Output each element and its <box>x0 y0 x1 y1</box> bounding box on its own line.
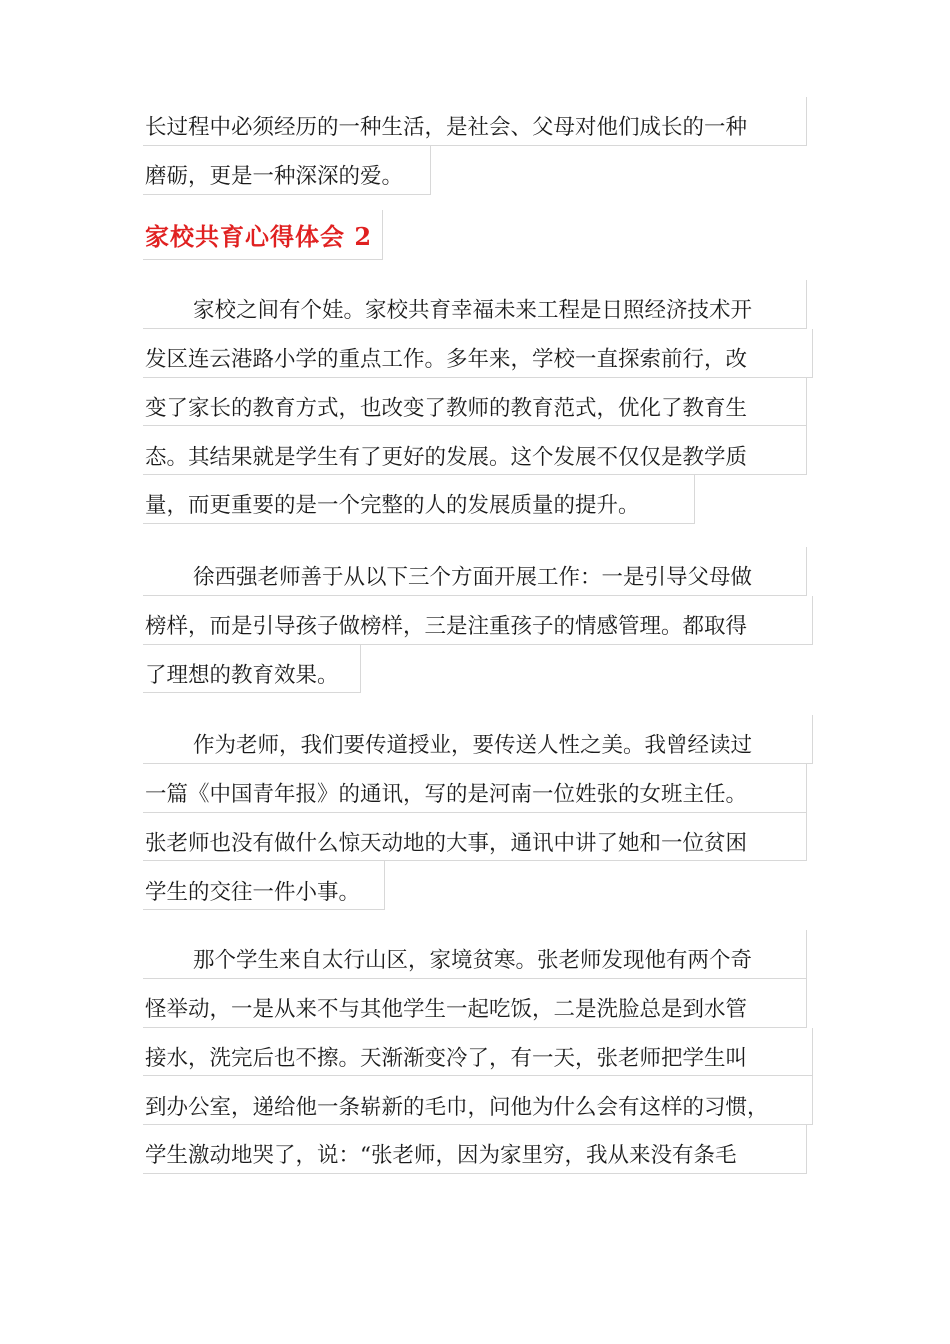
text-line-content: 了理想的教育效果。 <box>145 662 339 688</box>
text-line <box>143 1076 813 1125</box>
text-line-content: 到办公室，递给他一条崭新的毛巾，问他为什么会有这样的习惯， <box>145 1094 769 1120</box>
text-line <box>143 329 813 378</box>
text-line <box>143 645 361 694</box>
text-line-content: 磨砺，更是一种深深的爱。 <box>145 164 404 190</box>
text-line <box>143 1028 813 1077</box>
text-line <box>143 280 807 329</box>
body-paragraph <box>143 547 813 693</box>
intro-paragraph <box>143 97 807 195</box>
body-paragraph <box>143 930 813 1174</box>
text-line <box>143 146 431 195</box>
text-line-content: 作为老师，我们要传道授业，要传送人性之美。我曾经读过 <box>193 733 753 759</box>
text-line <box>143 547 807 596</box>
text-line <box>143 97 807 146</box>
text-line-content: 怪举动，一是从来不与其他学生一起吃饭，二是洗脸总是到水管 <box>145 997 748 1023</box>
text-line-content: 长过程中必须经历的一种生活，是社会、父母对他们成长的一种 <box>145 115 748 141</box>
text-line-content: 态。其结果就是学生有了更好的发展。这个发展不仅仅是教学质 <box>145 444 748 470</box>
section-heading <box>143 210 383 260</box>
text-line <box>143 930 807 979</box>
text-line <box>143 715 813 764</box>
text-line <box>143 1125 807 1174</box>
text-line-content: 一篇《中国青年报》的通讯，写的是河南一位姓张的女班主任。 <box>145 782 748 808</box>
body-paragraph <box>143 715 813 910</box>
text-line <box>143 979 807 1028</box>
text-line-content: 那个学生来自太行山区，家境贫寒。张老师发现他有两个奇 <box>193 948 753 974</box>
text-line-content: 量，而更重要的是一个完整的人的发展质量的提升。 <box>145 493 640 519</box>
text-line-content: 接水，洗完后也不擦。天渐渐变冷了，有一天，张老师把学生叫 <box>145 1045 748 1071</box>
text-line <box>143 813 807 862</box>
section-heading-text: 家校共育心得体会 2 <box>145 222 373 251</box>
text-line-content: 家校之间有个娃。家校共育幸福未来工程是日照经济技术开 <box>193 298 753 324</box>
text-line <box>143 861 385 910</box>
body-paragraph <box>143 280 813 524</box>
text-line <box>143 378 807 427</box>
text-line-content: 学生激动地哭了，说：“张老师，因为家里穷，我从来没有条毛 <box>145 1143 737 1169</box>
text-line-content: 张老师也没有做什么惊天动地的大事，通讯中讲了她和一位贫困 <box>145 830 748 856</box>
text-line <box>143 596 813 645</box>
text-line <box>143 426 807 475</box>
text-line-content: 变了家长的教育方式，也改变了教师的教育范式，优化了教育生 <box>145 395 748 421</box>
text-line <box>143 764 807 813</box>
text-line-content: 徐西强老师善于从以下三个方面开展工作：一是引导父母做 <box>193 565 753 591</box>
text-line-content: 发区连云港路小学的重点工作。多年来，学校一直探索前行，改 <box>145 347 748 373</box>
text-line-content: 学生的交往一件小事。 <box>145 879 361 905</box>
text-line <box>143 475 695 524</box>
text-line-content: 榜样，而是引导孩子做榜样，三是注重孩子的情感管理。都取得 <box>145 614 748 640</box>
